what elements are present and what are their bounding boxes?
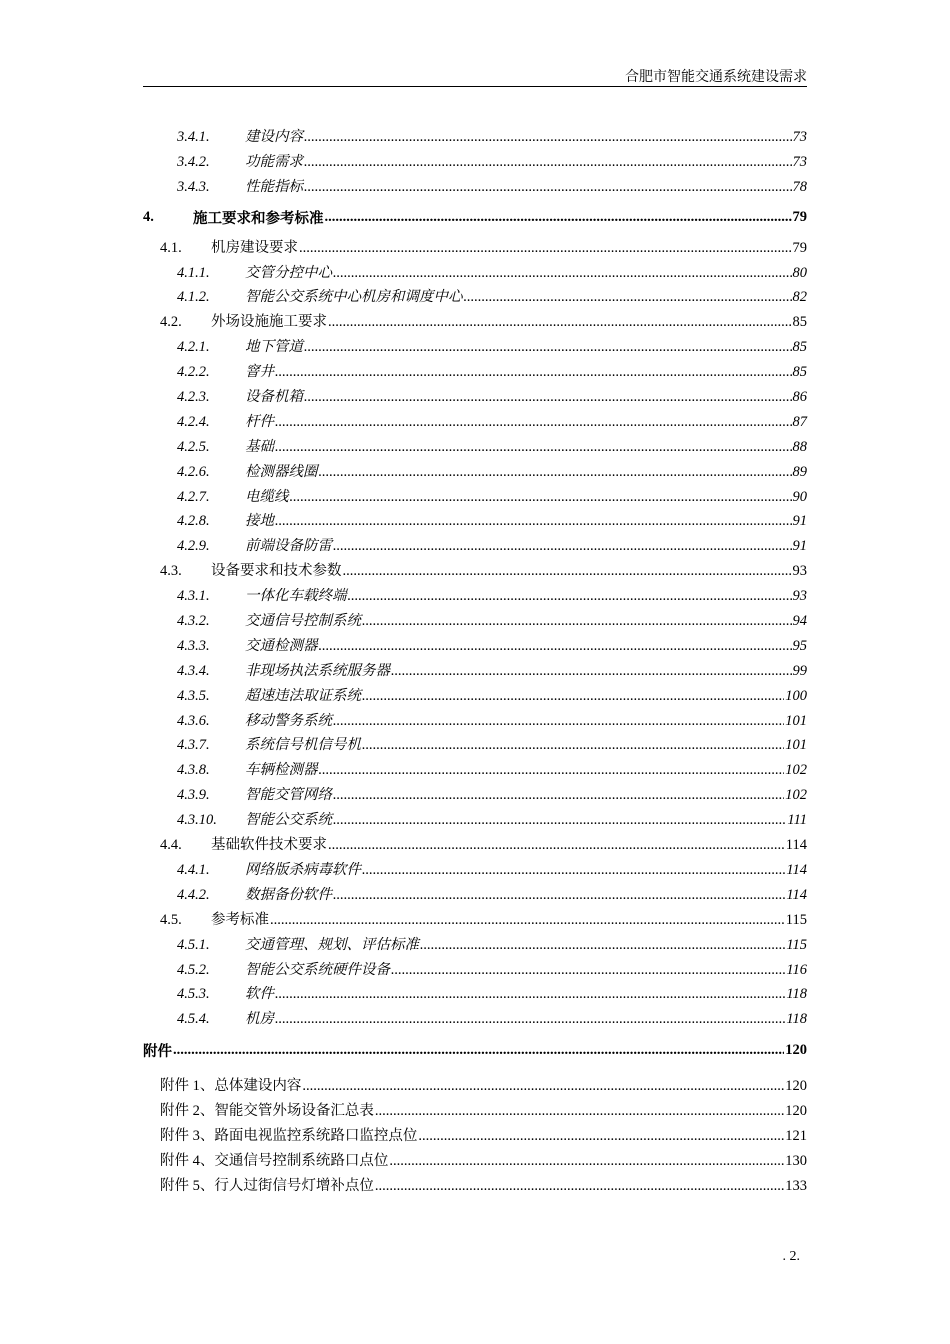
toc-entry-page: 94 xyxy=(792,613,807,630)
toc-leader xyxy=(290,489,792,506)
toc-leader xyxy=(304,389,792,406)
toc-entry-page: 80 xyxy=(792,264,807,281)
toc-entry-page: 89 xyxy=(792,463,807,480)
toc-leader xyxy=(328,837,785,854)
toc-entry[interactable] xyxy=(143,285,807,310)
toc-leader xyxy=(362,688,784,705)
toc-entry-title: 地下管道 xyxy=(245,339,303,356)
toc-entry-page: 102 xyxy=(785,787,807,804)
toc-entry-number: 4.1.2. xyxy=(177,289,210,306)
toc-entry-number: 4.3.7. xyxy=(177,737,210,754)
toc-entry-title: 系统信号机信号机 xyxy=(245,737,361,754)
toc-leader xyxy=(319,638,792,655)
running-header: 合肥市智能交通系统建设需求 xyxy=(625,70,807,85)
toc-entry[interactable] xyxy=(143,908,807,933)
toc-entry[interactable] xyxy=(143,833,807,858)
toc-entry-title: 附件 5、行人过街信号灯增补点位 xyxy=(160,1177,374,1194)
toc-leader xyxy=(275,364,792,381)
toc-entry-number: 4.3.2. xyxy=(177,613,210,630)
toc-entry-title: 附件 1、总体建设内容 xyxy=(160,1078,302,1095)
toc-leader xyxy=(362,737,784,754)
toc-entry-title: 移动警务系统 xyxy=(245,712,332,729)
toc-entry[interactable] xyxy=(143,175,807,200)
toc-entry-title: 附件 2、智能交管外场设备汇总表 xyxy=(160,1103,374,1120)
toc-entry-title: 数据备份软件 xyxy=(245,886,332,903)
toc-entry-number: 3.4.3. xyxy=(177,178,210,195)
toc-chapter-4[interactable] xyxy=(143,200,807,236)
toc-entry-page: 118 xyxy=(786,986,807,1003)
toc-chapter-4-entries xyxy=(143,236,807,1033)
toc-entry-number: 4.2. xyxy=(160,314,182,331)
toc-entry-title: 交通管理、规划、评估标准 xyxy=(245,936,419,953)
toc-entry-page: 85 xyxy=(792,314,807,331)
toc-entry-number: 4.1. xyxy=(160,239,182,256)
toc-entry[interactable] xyxy=(143,982,807,1007)
toc-attachments-title: 附件 xyxy=(143,1043,172,1060)
toc-leader xyxy=(319,762,785,779)
toc-entry[interactable] xyxy=(143,958,807,983)
toc-leader xyxy=(348,588,792,605)
toc-entry-page: 91 xyxy=(792,513,807,530)
toc-entry[interactable] xyxy=(143,783,807,808)
toc-leader xyxy=(389,1153,784,1170)
toc-entry-number: 4.3.6. xyxy=(177,712,210,729)
toc-leader xyxy=(302,1078,784,1095)
toc-entry-number: 4.5.2. xyxy=(177,961,210,978)
toc-entry-number: 4.2.9. xyxy=(177,538,210,555)
toc-entry[interactable] xyxy=(143,659,807,684)
toc-entry-number: 4.5.3. xyxy=(177,986,210,1003)
toc-entry[interactable] xyxy=(143,410,807,435)
toc-entry-page: 130 xyxy=(785,1152,807,1169)
toc-entry[interactable] xyxy=(143,584,807,609)
toc-entry-page: 73 xyxy=(792,153,807,170)
toc-entry[interactable] xyxy=(143,460,807,485)
toc-entry-page: 114 xyxy=(786,861,807,878)
toc-entry-page: 102 xyxy=(785,762,807,779)
toc-entry[interactable] xyxy=(143,1174,807,1199)
toc-entry-number: 4.3.10. xyxy=(177,812,217,829)
toc-entry-page: 114 xyxy=(785,837,807,854)
toc-entry-title: 一体化车载终端 xyxy=(245,588,347,605)
toc-entry-title: 杆件 xyxy=(245,413,274,430)
toc-entry-page: 120 xyxy=(785,1103,807,1120)
toc-leader xyxy=(418,1128,784,1145)
toc-entry-title: 智能交管网络 xyxy=(245,787,332,804)
toc-entry-title: 机房建设要求 xyxy=(211,239,298,256)
toc-attachments-heading[interactable] xyxy=(143,1032,807,1068)
toc-leader xyxy=(333,887,785,904)
toc-entry[interactable] xyxy=(143,1099,807,1124)
toc-entry-title: 机房 xyxy=(245,1011,274,1028)
toc-entry-title: 非现场执法系统服务器 xyxy=(245,662,390,679)
toc-entry[interactable] xyxy=(143,1007,807,1032)
toc-entry-page: 79 xyxy=(792,239,807,256)
toc-entry-number: 4.2.8. xyxy=(177,513,210,530)
toc-entry-page: 115 xyxy=(785,911,807,928)
toc-entry-title: 基础 xyxy=(245,438,274,455)
toc-entry-title: 基础软件技术要求 xyxy=(211,837,327,854)
toc-leader xyxy=(304,339,792,356)
toc-entry-number: 4.3.8. xyxy=(177,762,210,779)
toc-entry-title: 交通信号控制系统 xyxy=(245,613,361,630)
toc-entry-title: 功能需求 xyxy=(245,153,303,170)
toc-leader xyxy=(270,912,785,929)
toc-leader xyxy=(333,265,792,282)
toc-entry[interactable] xyxy=(143,310,807,335)
toc-leader xyxy=(328,314,792,331)
toc-chapter-number: 4. xyxy=(143,209,154,226)
toc-entry-page: 120 xyxy=(785,1078,807,1095)
toc-entry-number: 4.2.5. xyxy=(177,438,210,455)
toc-entry[interactable] xyxy=(143,733,807,758)
toc-entry[interactable] xyxy=(143,335,807,360)
toc-leader xyxy=(362,613,792,630)
toc-entry-title: 软件 xyxy=(245,986,274,1003)
toc-entry-number: 4.5.4. xyxy=(177,1011,210,1028)
toc-leader xyxy=(275,439,792,456)
toc-entry-page: 78 xyxy=(792,178,807,195)
toc-attachments-page: 120 xyxy=(785,1041,807,1058)
toc-entry-number: 4.1.1. xyxy=(177,264,210,281)
toc-entry-title: 超速违法取证系统 xyxy=(245,687,361,704)
toc-leader xyxy=(333,787,784,804)
toc-entry-title: 前端设备防雷 xyxy=(245,538,332,555)
toc-entry-title: 车辆检测器 xyxy=(245,762,318,779)
toc-leader xyxy=(391,962,785,979)
toc-entry-title: 外场设施施工要求 xyxy=(211,314,327,331)
toc-entry[interactable] xyxy=(143,360,807,385)
toc-entry-title: 检测器线圈 xyxy=(245,463,318,480)
toc-entry-page: 116 xyxy=(786,961,807,978)
toc-entry-number: 4.2.7. xyxy=(177,488,210,505)
toc-leader xyxy=(275,414,792,431)
toc-entry-title: 智能公交系统中心机房和调度中心 xyxy=(245,289,463,306)
toc-entry[interactable] xyxy=(143,509,807,534)
toc-entry-number: 4.4.2. xyxy=(177,886,210,903)
toc-entry-page: 111 xyxy=(787,812,807,829)
toc-entry-number: 4.4. xyxy=(160,837,182,854)
toc-leader xyxy=(304,129,792,146)
toc-entry[interactable] xyxy=(143,559,807,584)
toc-entry-page: 118 xyxy=(786,1011,807,1028)
toc-entry[interactable] xyxy=(143,261,807,286)
toc-entry-number: 4.3. xyxy=(160,563,182,580)
toc-entry-page: 82 xyxy=(792,289,807,306)
toc-leader xyxy=(173,1042,784,1059)
toc-entry-page: 91 xyxy=(792,538,807,555)
toc-entry-title: 设备要求和技术参数 xyxy=(211,563,342,580)
toc-entry-title: 交管分控中心 xyxy=(245,264,332,281)
toc-entry[interactable] xyxy=(143,609,807,634)
toc-entry-title: 智能公交系统 xyxy=(245,812,332,829)
toc-leader xyxy=(275,986,785,1003)
toc-entry-title: 附件 4、交通信号控制系统路口点位 xyxy=(160,1152,389,1169)
toc-entry-page: 88 xyxy=(792,438,807,455)
toc-entry-page: 121 xyxy=(785,1127,807,1144)
toc-entry-number: 3.4.1. xyxy=(177,129,210,145)
toc-entry[interactable] xyxy=(143,125,807,150)
toc-entry-title: 建设内容 xyxy=(245,129,303,145)
toc-leader xyxy=(464,289,792,306)
toc-entry-title: 交通检测器 xyxy=(245,637,318,654)
toc-entry-title: 设备机箱 xyxy=(245,389,303,406)
toc-attachment-list xyxy=(143,1074,807,1198)
toc-entry[interactable] xyxy=(143,385,807,410)
toc-entry-page: 87 xyxy=(792,413,807,430)
toc-entry[interactable] xyxy=(143,634,807,659)
page-number: . 2. xyxy=(782,1249,800,1264)
toc-leader xyxy=(319,464,792,481)
toc-entry-number: 4.3.3. xyxy=(177,637,210,654)
toc-entry-page: 85 xyxy=(792,364,807,381)
toc-chapter-title: 施工要求和参考标准 xyxy=(193,211,324,228)
toc-entry[interactable] xyxy=(143,1124,807,1149)
toc-entry-number: 4.2.6. xyxy=(177,463,210,480)
toc-entry[interactable] xyxy=(143,236,807,261)
toc-entry-number: 4.2.4. xyxy=(177,413,210,430)
toc-leader xyxy=(420,937,785,954)
table-of-contents xyxy=(143,125,807,1199)
toc-leader xyxy=(275,513,792,530)
toc-leader xyxy=(304,154,792,171)
toc-entry-page: 133 xyxy=(785,1177,807,1194)
toc-leader xyxy=(304,179,792,196)
toc-entry-title: 参考标准 xyxy=(211,911,269,928)
toc-entry-title: 窨井 xyxy=(245,364,274,381)
toc-entry-number: 4.2.2. xyxy=(177,364,210,381)
header-divider xyxy=(143,86,807,87)
toc-entry[interactable] xyxy=(143,485,807,510)
toc-leader xyxy=(343,563,792,580)
toc-entry-page: 101 xyxy=(785,737,807,754)
toc-leader xyxy=(333,812,786,829)
toc-entry-page: 85 xyxy=(792,339,807,356)
toc-leader xyxy=(275,1011,785,1028)
toc-entry-number: 4.4.1. xyxy=(177,861,210,878)
toc-leader xyxy=(325,209,792,226)
toc-entry-page: 101 xyxy=(785,712,807,729)
toc-entry-title: 接地 xyxy=(245,513,274,530)
toc-entry[interactable] xyxy=(143,1074,807,1099)
toc-entry[interactable] xyxy=(143,933,807,958)
toc-entry-page: 73 xyxy=(792,129,807,145)
toc-entry[interactable] xyxy=(143,758,807,783)
toc-entry-number: 3.4.2. xyxy=(177,153,210,170)
toc-entry-title: 电缆线 xyxy=(245,488,289,505)
toc-entry-page: 93 xyxy=(792,563,807,580)
toc-leader xyxy=(333,538,792,555)
toc-leader xyxy=(333,713,784,730)
toc-leader xyxy=(391,663,792,680)
toc-leader xyxy=(375,1103,784,1120)
toc-entry-page: 90 xyxy=(792,488,807,505)
toc-entry-page: 93 xyxy=(792,588,807,605)
toc-entry[interactable] xyxy=(143,150,807,175)
toc-entry-number: 4.2.3. xyxy=(177,389,210,406)
toc-section-3-4 xyxy=(143,125,807,200)
toc-entry[interactable] xyxy=(143,1149,807,1174)
toc-entry[interactable] xyxy=(143,808,807,833)
toc-entry[interactable] xyxy=(143,435,807,460)
toc-entry-page: 114 xyxy=(786,886,807,903)
toc-entry[interactable] xyxy=(143,534,807,559)
toc-entry[interactable] xyxy=(143,858,807,883)
toc-entry-number: 4.3.4. xyxy=(177,662,210,679)
toc-entry-page: 115 xyxy=(786,936,807,953)
toc-entry-number: 4.3.1. xyxy=(177,588,210,605)
toc-entry-title: 智能公交系统硬件设备 xyxy=(245,961,390,978)
toc-entry[interactable] xyxy=(143,883,807,908)
toc-entry-number: 4.3.9. xyxy=(177,787,210,804)
toc-entry-number: 4.3.5. xyxy=(177,687,210,704)
toc-entry[interactable] xyxy=(143,709,807,734)
toc-entry-number: 4.5. xyxy=(160,911,182,928)
toc-entry-page: 100 xyxy=(785,687,807,704)
toc-entry-page: 99 xyxy=(792,662,807,679)
toc-leader xyxy=(375,1178,784,1195)
toc-entry-page: 86 xyxy=(792,389,807,406)
toc-entry-title: 附件 3、路面电视监控系统路口监控点位 xyxy=(160,1127,418,1144)
toc-entry-page: 95 xyxy=(792,637,807,654)
toc-entry-number: 4.5.1. xyxy=(177,936,210,953)
toc-leader xyxy=(362,862,785,879)
toc-entry-title: 网络版杀病毒软件 xyxy=(245,861,361,878)
toc-leader xyxy=(299,240,792,257)
toc-entry-number: 4.2.1. xyxy=(177,339,210,356)
toc-chapter-page: 79 xyxy=(792,209,807,226)
toc-entry[interactable] xyxy=(143,684,807,709)
toc-entry-title: 性能指标 xyxy=(245,178,303,195)
